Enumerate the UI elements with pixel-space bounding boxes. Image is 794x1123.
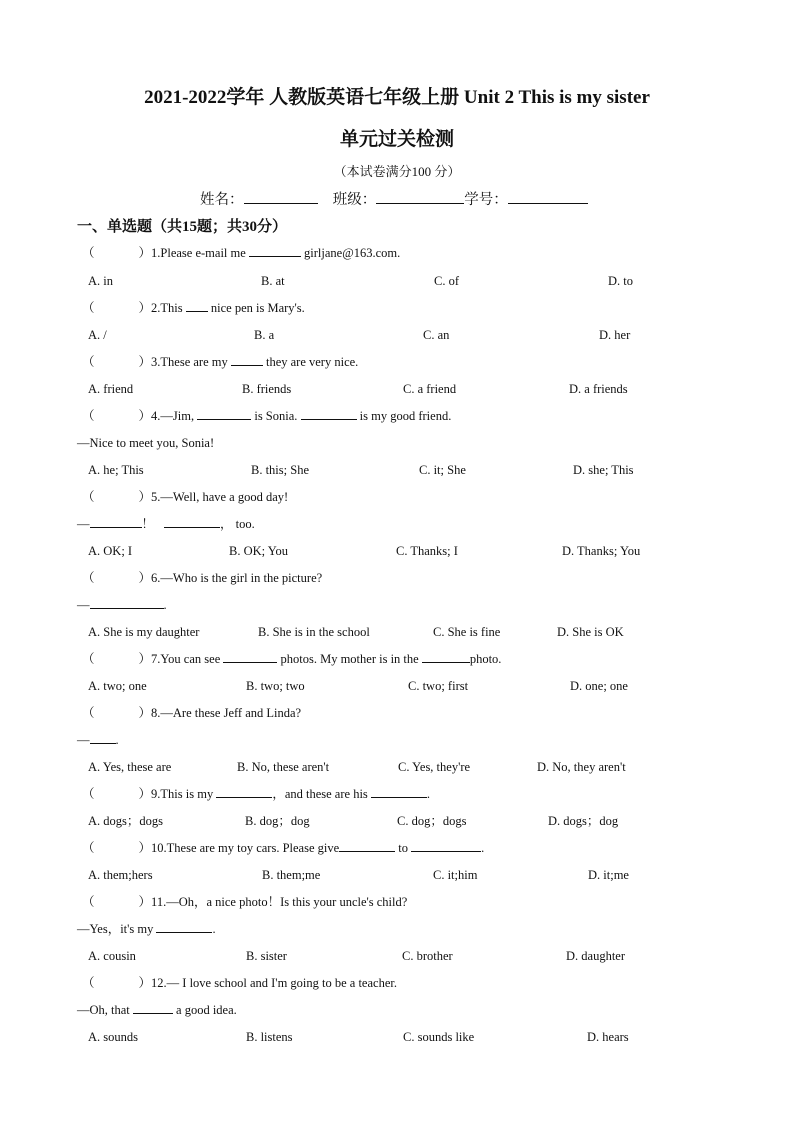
question-text: to [395, 841, 412, 855]
option-a[interactable]: A. She is my daughter [88, 625, 200, 639]
question-text: —Who is the girl in the picture? [160, 571, 323, 585]
option-d[interactable]: D. No, they aren't [537, 760, 626, 774]
answer-paren-close: ） [138, 652, 152, 666]
option-c[interactable]: C. it; She [419, 463, 466, 477]
question-2 [82, 299, 305, 317]
answer-blank[interactable] [411, 839, 481, 852]
reply-line [77, 596, 167, 614]
question-number: 2. [151, 301, 161, 315]
option-c[interactable]: C. it;him [433, 868, 478, 882]
answer-paren-close: ） [138, 571, 152, 585]
question-text: . [426, 787, 431, 801]
question-8 [82, 704, 301, 722]
question-number: 5. [151, 490, 161, 504]
answer-paren-close: ） [138, 976, 152, 990]
option-a[interactable]: A. he; This [88, 463, 144, 477]
answer-paren-open: （ [82, 895, 95, 909]
question-text: You can see [160, 652, 224, 666]
id-label: 学号： [464, 192, 508, 208]
answer-blank[interactable] [186, 299, 208, 312]
answer-blank[interactable] [301, 407, 357, 420]
answer-paren-close: ） [138, 841, 152, 855]
answer-blank[interactable] [133, 1001, 173, 1014]
reply-line [77, 515, 255, 533]
answer-paren-open: （ [82, 246, 95, 260]
reply-text: . [115, 733, 119, 747]
option-a[interactable]: A. them;hers [88, 868, 153, 882]
option-c[interactable]: C. two; first [408, 679, 469, 693]
question-9 [82, 785, 430, 803]
option-d[interactable]: D. hears [587, 1030, 629, 1044]
name-field[interactable] [244, 189, 318, 204]
option-b[interactable]: B. a [254, 328, 275, 342]
option-d[interactable]: D. dogs；dog [548, 814, 619, 828]
option-c[interactable]: C. of [434, 274, 459, 288]
option-d[interactable]: D. a friends [569, 382, 628, 396]
option-b[interactable]: B. sister [246, 949, 287, 963]
question-4 [82, 407, 451, 425]
answer-blank[interactable] [90, 515, 142, 528]
option-b[interactable]: B. friends [242, 382, 292, 396]
option-d[interactable]: D. she; This [573, 463, 634, 477]
reply-text: — [77, 733, 90, 747]
section-title: 一、单选题（共15题；共30分） [77, 219, 288, 235]
option-b[interactable]: B. OK; You [229, 544, 289, 558]
reply-line [77, 920, 216, 938]
question-text: they are very nice. [262, 355, 359, 369]
question-number: 4. [151, 409, 161, 423]
question-number: 7. [151, 652, 161, 666]
question-10 [82, 839, 484, 857]
answer-blank[interactable] [156, 920, 212, 933]
reply-text: ， too. [220, 517, 255, 531]
question-text: nice pen is Mary's. [207, 301, 305, 315]
option-b[interactable]: B. them;me [262, 868, 321, 882]
answer-blank[interactable] [90, 731, 116, 744]
option-d[interactable]: D. to [608, 274, 633, 288]
score-note: （本试卷满分100 分） [333, 164, 461, 179]
student-info-row [200, 189, 588, 210]
answer-paren-open: （ [82, 787, 95, 801]
option-a[interactable]: A. dogs；dogs [88, 814, 164, 828]
option-b[interactable]: B. dog；dog [245, 814, 310, 828]
option-d[interactable]: D. one; one [570, 679, 628, 693]
question-number: 11. [151, 895, 167, 909]
name-label: 姓名： [200, 192, 244, 208]
reply-text: —Yes，it's my [77, 922, 157, 936]
question-6 [82, 569, 322, 587]
option-c[interactable]: C. sounds like [403, 1030, 475, 1044]
option-d[interactable]: D. She is OK [557, 625, 624, 639]
reply-text: a good idea. [172, 1003, 237, 1017]
option-a[interactable]: A. / [88, 328, 107, 342]
question-text: These are my toy cars. Please give [166, 841, 340, 855]
answer-blank[interactable] [90, 596, 164, 609]
reply-text: ！ [141, 517, 155, 531]
option-b[interactable]: B. No, these aren't [237, 760, 330, 774]
reply-text: — [77, 517, 90, 531]
answer-blank[interactable] [216, 785, 272, 798]
answer-paren-close: ） [138, 246, 152, 260]
option-c[interactable]: C. She is fine [433, 625, 501, 639]
question-7 [82, 650, 501, 668]
option-c[interactable]: C. brother [402, 949, 453, 963]
answer-blank[interactable] [422, 650, 470, 663]
option-d[interactable]: D. daughter [566, 949, 626, 963]
answer-blank[interactable] [197, 407, 251, 420]
question-text: —Well, have a good day! [160, 490, 289, 504]
question-1 [82, 244, 400, 262]
question-text: is Sonia. [251, 409, 301, 423]
answer-paren-open: （ [82, 409, 95, 423]
answer-paren-close: ） [138, 895, 152, 909]
option-b[interactable]: B. at [261, 274, 285, 288]
option-c[interactable]: C. a friend [403, 382, 457, 396]
document-subtitle: 单元过关检测 [339, 129, 454, 150]
reply-text: — [77, 598, 90, 612]
answer-paren-open: （ [82, 490, 95, 504]
answer-paren-close: ） [138, 355, 152, 369]
option-d[interactable]: D. Thanks; You [562, 544, 641, 558]
answer-paren-open: （ [82, 571, 95, 585]
reply-line: —Nice to meet you, Sonia! [77, 436, 215, 450]
answer-blank[interactable] [371, 785, 427, 798]
document-title: 2021-2022学年 人教版英语七年级上册 Unit 2 This is my sister [144, 87, 650, 108]
option-a[interactable]: A. OK; I [88, 544, 133, 558]
question-text: ，and these are his [272, 787, 371, 801]
question-text: This is my [160, 787, 217, 801]
question-text: photo. [469, 652, 502, 666]
reply-line [77, 1001, 237, 1019]
class-field[interactable] [376, 189, 464, 204]
question-text: —Jim, [160, 409, 198, 423]
question-number: 6. [151, 571, 161, 585]
question-text: — I love school and I'm going to be a teacher. [166, 976, 397, 990]
answer-paren-open: （ [82, 976, 95, 990]
question-11 [82, 893, 407, 911]
reply-line [77, 731, 119, 749]
class-label: 班级： [332, 192, 377, 208]
question-text: Please e-mail me [160, 246, 249, 260]
answer-blank[interactable] [249, 244, 301, 257]
option-a[interactable]: A. cousin [88, 949, 136, 963]
answer-blank[interactable] [339, 839, 395, 852]
option-b[interactable]: B. two; two [246, 679, 305, 693]
question-3 [82, 353, 358, 371]
question-text: is my good friend. [356, 409, 452, 423]
option-a[interactable]: A. friend [88, 382, 134, 396]
question-text: —Are these Jeff and Linda? [160, 706, 302, 720]
option-b[interactable]: B. She is in the school [258, 625, 370, 639]
answer-paren-close: ） [138, 409, 152, 423]
question-number: 12. [151, 976, 167, 990]
question-text: . [481, 841, 485, 855]
id-field[interactable] [508, 189, 588, 204]
option-a[interactable]: A. in [88, 274, 113, 288]
option-c[interactable]: C. an [423, 328, 450, 342]
answer-paren-open: （ [82, 841, 95, 855]
question-text: —Oh，a nice photo！Is this your uncle's child? [166, 895, 408, 909]
answer-paren-close: ） [138, 787, 152, 801]
answer-paren-open: （ [82, 355, 95, 369]
question-number: 9. [151, 787, 161, 801]
option-a[interactable]: A. Yes, these are [88, 760, 172, 774]
answer-blank[interactable] [223, 650, 277, 663]
option-b[interactable]: B. this; She [251, 463, 309, 477]
option-b[interactable]: B. listens [246, 1030, 293, 1044]
option-c[interactable]: C. Thanks; I [396, 544, 458, 558]
option-d[interactable]: D. her [599, 328, 631, 342]
question-number: 1. [151, 246, 161, 260]
question-number: 3. [151, 355, 161, 369]
answer-paren-close: ） [138, 301, 152, 315]
answer-paren-open: （ [82, 706, 95, 720]
reply-text: . [212, 922, 216, 936]
question-number: 10. [151, 841, 167, 855]
question-number: 8. [151, 706, 161, 720]
option-a[interactable]: A. two; one [88, 679, 147, 693]
question-text: photos. My mother is in the [277, 652, 422, 666]
question-text: These are my [160, 355, 231, 369]
reply-text: . [163, 598, 167, 612]
question-12 [82, 974, 397, 992]
answer-paren-open: （ [82, 301, 95, 315]
answer-paren-open: （ [82, 652, 95, 666]
question-text: This [160, 301, 186, 315]
option-c[interactable]: C. dog；dogs [397, 814, 467, 828]
answer-paren-close: ） [138, 706, 152, 720]
answer-blank[interactable] [231, 353, 263, 366]
answer-paren-close: ） [138, 490, 152, 504]
answer-blank[interactable] [164, 515, 220, 528]
question-5 [82, 488, 288, 506]
reply-text: —Oh, that [77, 1003, 133, 1017]
option-a[interactable]: A. sounds [88, 1030, 139, 1044]
option-c[interactable]: C. Yes, they're [398, 760, 471, 774]
question-text: girljane@163.com. [300, 246, 401, 260]
option-d[interactable]: D. it;me [588, 868, 629, 882]
